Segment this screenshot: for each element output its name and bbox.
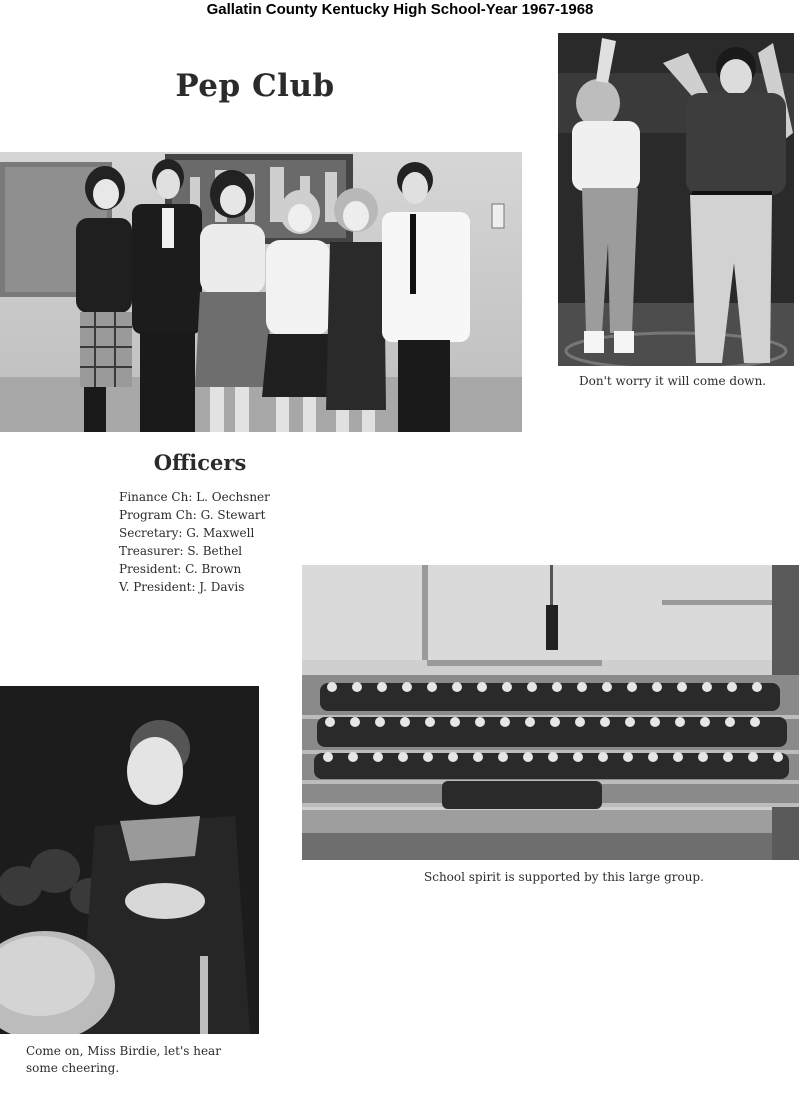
officers-heading: Officers [153, 450, 247, 475]
dancing-photo-caption: Don't worry it will come down. [579, 374, 767, 388]
group-photo [302, 565, 799, 860]
page-header: Gallatin County Kentucky High School-Year 1967-1968 [206, 1, 594, 18]
officer-secretary: Secretary: G. Maxwell [119, 526, 255, 540]
officer-treasurer: Treasurer: S. Bethel [119, 544, 243, 558]
officer-finance-chair: Finance Ch: L. Oechsner [119, 490, 270, 504]
officers-list [119, 488, 270, 596]
officer-president: President: C. Brown [119, 562, 242, 576]
group-photo-caption: School spirit is supported by this large group. [424, 870, 704, 884]
miss-birdie-caption-line-2: some cheering. [26, 1061, 120, 1075]
officer-program-chair: Program Ch: G. Stewart [119, 508, 266, 522]
officer-vice-president: V. President: J. Davis [119, 580, 245, 594]
miss-birdie-photo [0, 686, 259, 1034]
page-title: Pep Club [175, 68, 335, 104]
officers-photo [0, 152, 522, 432]
dancing-photo [558, 33, 794, 366]
miss-birdie-caption-line-1: Come on, Miss Birdie, let's hear [26, 1044, 221, 1058]
